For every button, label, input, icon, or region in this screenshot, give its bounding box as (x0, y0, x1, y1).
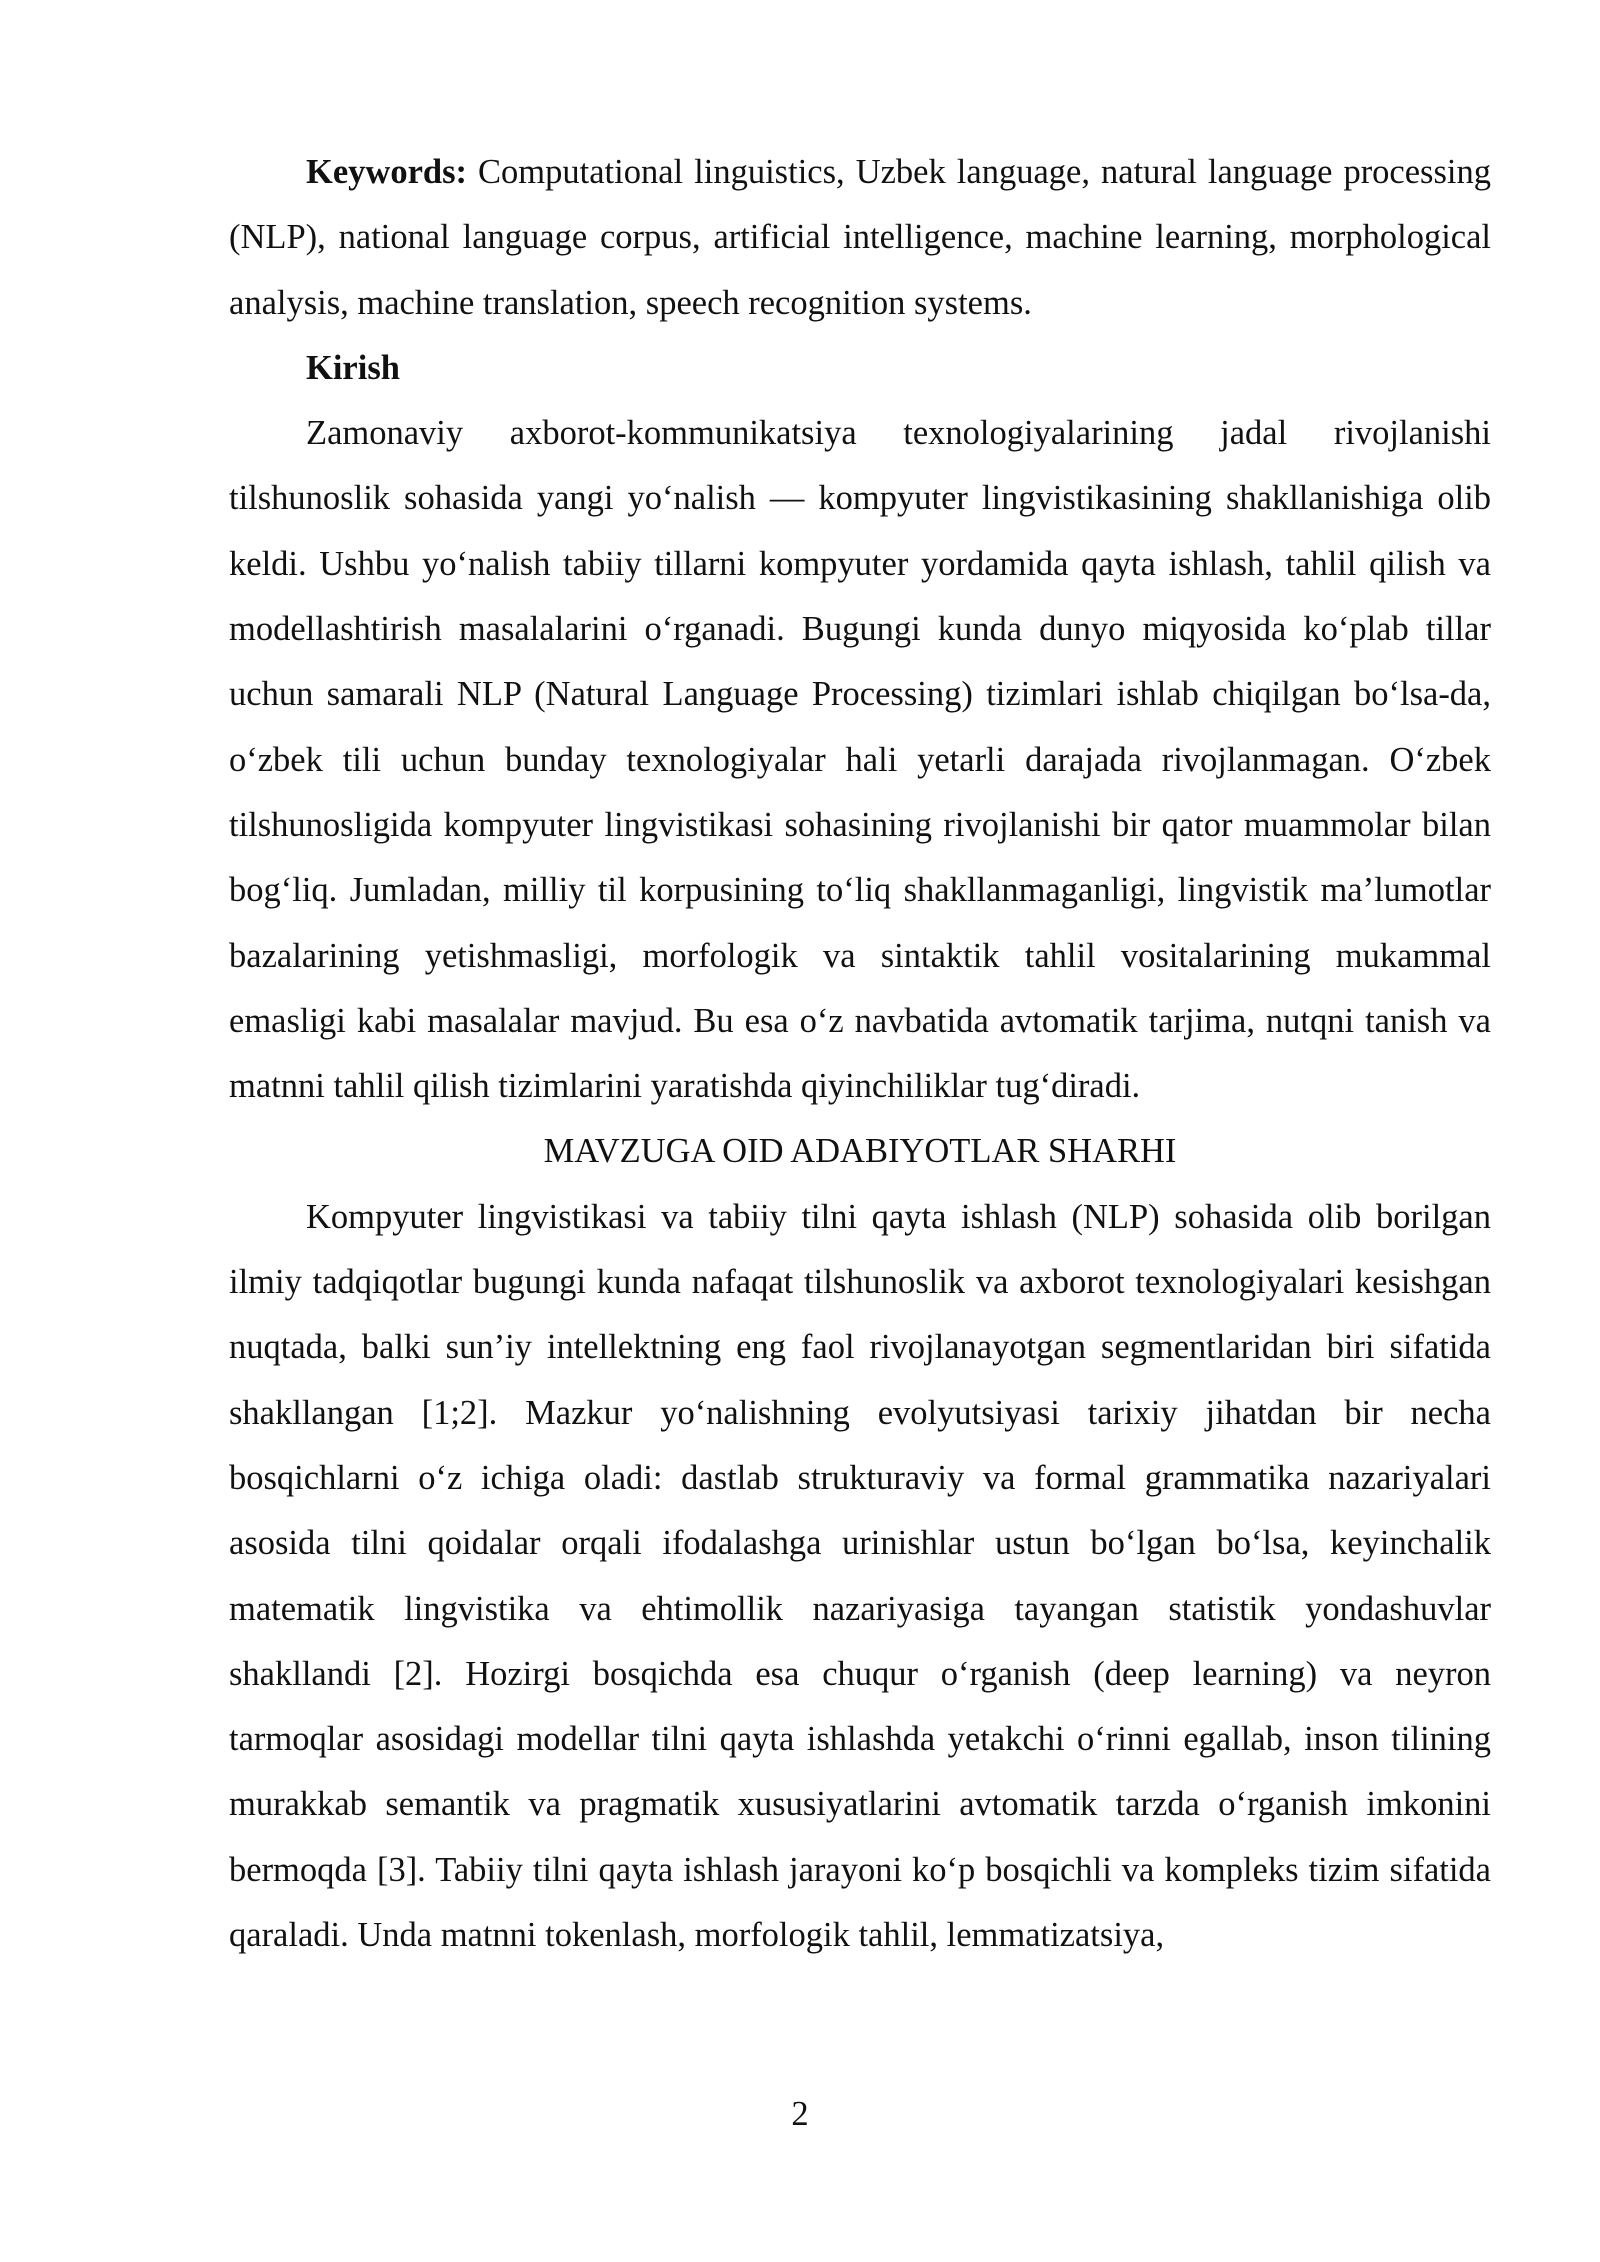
keywords-label: Keywords: (306, 153, 467, 191)
intro-paragraph: Zamonaviy axborot-kommunikatsiya texnologiyalarining jadal rivojlanishi tilshunoslik sohasida yangi yo‘nalish — kompyuter lingvistikasining shakllanishiga olib keldi. Ushbu yo‘nalish tabiiy tillarni kompyuter yordamida qayta ishlash, tahlil qilish va modellashtirish masalalarini o‘rganadi. Bugungi kunda dunyo miqyosida ko‘plab tillar uchun samarali NLP (Natural Language Processing) tizimlari ishlab chiqilgan bo‘lsa-da, o‘zbek tili uchun bunday texnologiyalar hali yetarli darajada rivojlanmagan. O‘zbek tilshunosligida kompyuter lingvistikasi sohasining rivojlanishi bir qator muammolar bilan bog‘liq. Jumladan, milliy til korpusining to‘liq shakllanmaganligi, lingvistik ma’lumotlar bazalarining yetishmasligi, morfologik va sintaktik tahlil vositalarining mukammal emasligi kabi masalalar mavjud. Bu esa o‘z navbatida avtomatik tarjima, nutqni tanish va matnni tahlil qilish tizimlarini yaratishda qiyinchiliklar tug‘diradi. (229, 414, 1491, 1106)
document-page (229, 140, 1491, 1968)
keywords-text: Computational linguistics, Uzbek language, natural language processing (NLP), national language corpus, artificial intelligence, machine learning, morphological analysis, machine translation, speech recognition systems. (229, 153, 1491, 322)
literature-review-paragraph: Kompyuter lingvistikasi va tabiiy tilni qayta ishlash (NLP) sohasida olib borilgan ilmiy tadqiqotlar bugungi kunda nafaqat tilshunoslik va axborot texnologiyalari kesishgan nuqtada, balki sun’iy intellektning eng faol rivojlanayotgan segmentlaridan biri sifatida shakllangan [1;2]. Mazkur yo‘nalishning evolyutsiyasi tarixiy jihatdan bir necha bosqichlarni o‘z ichiga oladi: dastlab strukturaviy va formal grammatika nazariyalari asosida tilni qoidalar orqali ifodalashga urinishlar ustun bo‘lgan bo‘lsa, keyinchalik matematik lingvistika va ehtimollik nazariyasiga tayangan statistik yondashuvlar shakllandi [2]. Hozirgi bosqichda esa chuqur o‘rganish (deep learning) va neyron tarmoqlar asosidagi modellar tilni qayta ishlashda yetakchi o‘rinni egallab, inson tilining murakkab semantik va pragmatik xususiyatlarini avtomatik tarzda o‘rganish imkonini bermoqda [3]. Tabiiy tilni qayta ishlash jarayoni ko‘p bosqichli va kompleks tizim sifatida qaraladi. Unda matnni tokenlash, morfologik tahlil, lemmatizatsiya, (229, 1197, 1491, 1955)
literature-review-heading: MAVZUGA OID ADABIYOTLAR SHARHI (543, 1132, 1177, 1171)
page-number: 2 (791, 2095, 809, 2133)
keywords-paragraph (229, 140, 1491, 336)
intro-heading: Kirish (306, 348, 400, 387)
